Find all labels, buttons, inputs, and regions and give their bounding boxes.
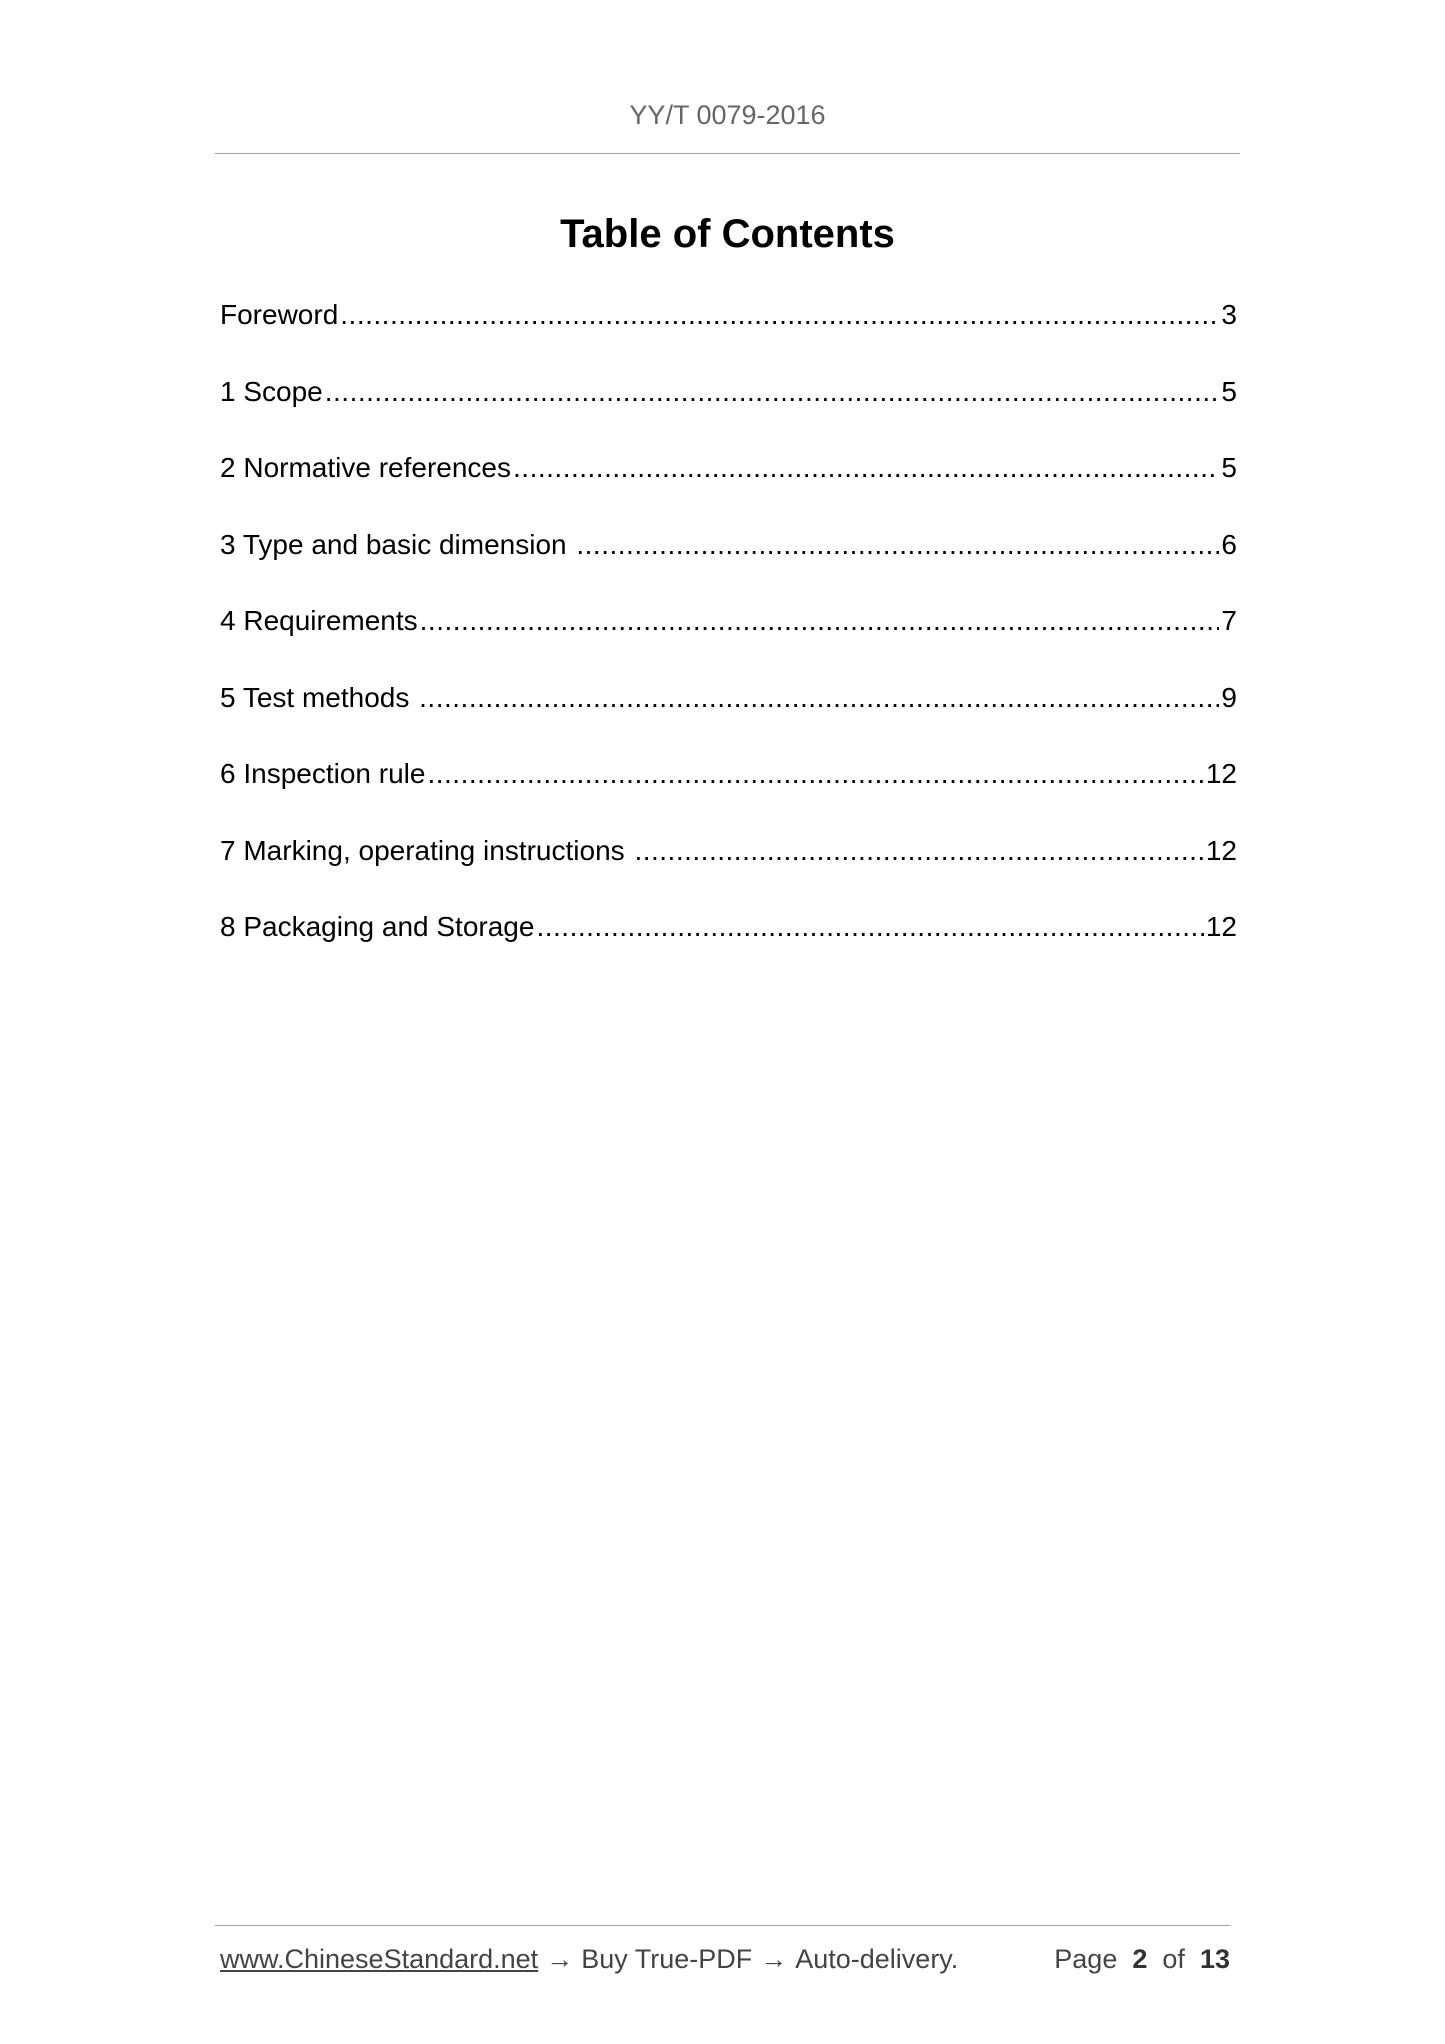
- toc-page-number: 12: [1205, 758, 1237, 789]
- toc-page-number: 3: [1221, 299, 1237, 330]
- arrow-right-icon: →: [760, 1944, 788, 1974]
- page-number-indicator: [1054, 1944, 1230, 1975]
- toc-page-number: 5: [1221, 452, 1237, 483]
- toc-entry-label: 3 Type and basic dimension: [220, 528, 575, 560]
- total-page-count: 13: [1199, 1944, 1230, 1974]
- toc-entry-scope[interactable]: [220, 372, 1237, 449]
- toc-entry-test-methods[interactable]: [220, 678, 1237, 755]
- buy-true-pdf-text: Buy True-PDF: [581, 1944, 753, 1974]
- toc-page-number: 7: [1221, 605, 1237, 636]
- toc-dot-leader: [576, 525, 1219, 565]
- arrow-right-icon: →: [546, 1944, 574, 1974]
- toc-page-number: 12: [1205, 911, 1237, 942]
- toc-entry-inspection-rule[interactable]: [220, 754, 1237, 831]
- toc-entry-label: 2 Normative references: [220, 452, 512, 483]
- toc-entry-label: 5 Test methods: [220, 681, 418, 713]
- toc-dot-leader: [513, 448, 1219, 488]
- toc-entry-requirements[interactable]: [220, 601, 1237, 678]
- toc-entry-label: 7 Marking, operating instructions: [220, 834, 633, 866]
- toc-entry-packaging-and-storage[interactable]: [220, 907, 1237, 984]
- page-footer: [220, 1944, 1230, 1975]
- toc-entry-marking-operating-instructions[interactable]: [220, 831, 1237, 908]
- toc-dot-leader: [420, 601, 1220, 641]
- table-of-contents: [220, 295, 1237, 984]
- footer-divider: [215, 1925, 1230, 1926]
- auto-delivery-text: Auto-delivery.: [795, 1944, 959, 1974]
- page-word: Page: [1054, 1944, 1118, 1974]
- toc-page-number: 6: [1221, 528, 1237, 560]
- toc-entry-type-and-basic-dimension[interactable]: [220, 525, 1237, 602]
- running-header: YY/T 0079-2016: [629, 100, 826, 130]
- website-link[interactable]: www.ChineseStandard.net: [220, 1944, 539, 1974]
- current-page-number: 2: [1132, 1944, 1148, 1974]
- of-word: of: [1162, 1944, 1185, 1974]
- toc-entry-label: Foreword: [220, 299, 339, 330]
- toc-entry-label: 8 Packaging and Storage: [220, 911, 535, 942]
- toc-dot-leader: [427, 754, 1203, 794]
- toc-dot-leader: [325, 372, 1220, 412]
- toc-dot-leader: [419, 678, 1219, 718]
- toc-entry-label: 6 Inspection rule: [220, 758, 426, 789]
- footer-promo: [220, 1944, 958, 1975]
- toc-entry-label: 1 Scope: [220, 375, 323, 407]
- toc-dot-leader: [634, 831, 1203, 871]
- header-divider: [215, 153, 1240, 154]
- toc-dot-leader: [536, 907, 1203, 947]
- toc-entry-foreword[interactable]: [220, 295, 1237, 372]
- toc-page-number: 5: [1221, 375, 1237, 407]
- toc-entry-label: 4 Requirements: [220, 605, 418, 636]
- toc-dot-leader: [340, 295, 1219, 335]
- toc-page-number: 9: [1221, 681, 1237, 713]
- toc-entry-normative-references[interactable]: [220, 448, 1237, 525]
- page-title: Table of Contents: [560, 212, 895, 256]
- toc-page-number: 12: [1205, 834, 1237, 866]
